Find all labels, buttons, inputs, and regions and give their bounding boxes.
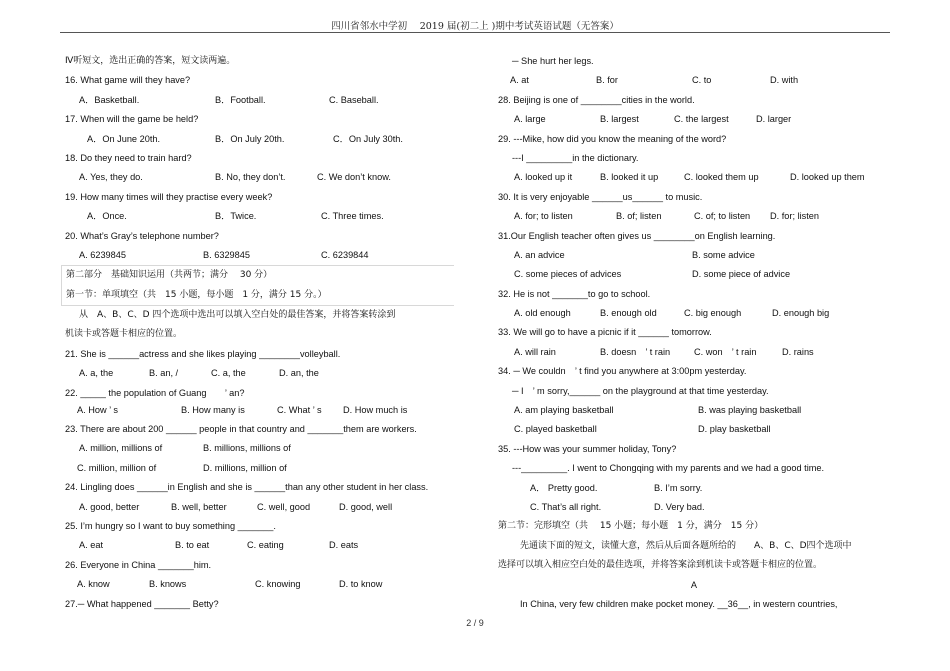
options-34-row2 [498,420,890,439]
options-16 [65,91,460,110]
section1-title: 第一节：单项填空（共 15 小题，每小题 1 分，满分 15 分。） [66,289,327,300]
option-b: B. to eat [175,540,210,551]
option-b: B. of; listen [616,211,662,222]
section1-instruction-1: 从 A、B、C、D 四个选项中选出可以填入空白处的最佳答案，并将答案转涂到 [79,310,396,321]
option-a: A. million, millions of [79,443,163,454]
options-27 [498,71,890,90]
option-b: B. No, they don’t. [215,172,286,183]
left-column [65,52,460,614]
option-c: C. 6239844 [321,249,369,260]
options-26 [65,575,460,594]
question-27: 27.─ What happened _______ Betty? [65,598,219,609]
option-a: A. for; to listen [514,211,573,222]
option-d: D. good, well [339,501,393,512]
option-a: A．Basketball. [79,94,140,105]
part2-title: 第二部分 基础知识运用（共两节；满分 30 分） [66,270,273,281]
question-35: 35. ---How was your summer holiday, Tony? [498,443,677,454]
question-35-sub: ---_________. I went to Chongqing with my parents and we had a good time. [512,463,825,474]
page-number: 2 / 9 [466,618,484,628]
page-header: 四川省邻水中学初 2019 届(初二上 )期中考试英语试题（无答案） [331,21,619,32]
part2-box [61,265,454,306]
option-a: A．Once. [87,211,127,222]
option-d: D. How much is [343,404,408,415]
options-24 [65,498,460,517]
option-a: A. at [510,75,529,86]
option-b: B. millions, millions of [203,443,291,454]
option-d: D. enough big [772,308,830,319]
option-a: A. looked up it [514,172,573,183]
option-a: A． Pretty good. [530,482,598,493]
option-a: A. old enough [514,308,571,319]
option-a: A. will rain [514,346,556,357]
section1-instruction-2: 机读卡或答题卡相应的位置。 [65,329,183,340]
option-c: C. We don’t know. [317,172,391,183]
options-34-row1 [498,401,890,420]
options-22 [65,401,460,420]
question-26: 26. Everyone in China _______him. [65,559,212,570]
question-20: 20. What’s Gray’s telephone number? [65,230,219,241]
option-d: D. some piece of advice [692,269,791,280]
option-a: A. know [77,579,110,590]
option-c: C. million, million of [77,462,157,473]
right-column [498,52,890,614]
option-b: B. for [596,75,618,86]
option-d: D. for; listen [770,211,820,222]
passage-label: A [690,579,698,590]
question-17: 17. When will the game be held? [65,114,199,125]
option-c: C. knowing [255,579,301,590]
options-30 [498,207,890,226]
option-d: D. to know [339,579,383,590]
section2-title: 第二节：完形填空（共 15 小题；每小题 1 分，满分 15 分） [498,521,764,532]
question-30: 30. It is very enjoyable ______us______ to music. [498,191,703,202]
header-divider [60,32,890,33]
option-c: C. the largest [674,114,729,125]
options-23-row1 [65,439,460,458]
question-25: 25. I’m hungry so I want to buy something _______. [65,520,276,531]
listening-intro: Ⅳ听短文，选出正确的答案，短文读两遍。 [65,56,236,66]
option-d: D. play basketball [698,424,771,435]
options-19 [65,207,460,226]
option-c: C. some pieces of advices [514,269,622,280]
question-23: 23. There are about 200 ______ people in that country and _______them are workers. [65,424,417,435]
option-c: C. played basketball [514,424,597,435]
option-a: A. good, better [79,501,140,512]
question-19: 19. How many times will they practise every week? [65,191,273,202]
option-b: B. some advice [692,249,755,260]
question-29-sub: ---I _________in the dictionary. [512,152,639,163]
option-a: A. large [514,114,546,125]
question-24: 24. Lingling does ______in English and she is ______than any other student in her class. [65,482,429,493]
option-b: B. 6329845 [203,249,251,260]
option-c: C. looked them up [684,172,759,183]
option-c: C. What ’ s [277,404,322,415]
option-d: D. with [770,75,799,86]
option-a: A. a, the [79,368,114,379]
question-33: 33. We will go to have a picnic if it ______ tomorrow. [498,327,712,338]
option-b: B. looked it up [600,172,659,183]
option-a: A. am playing basketball [514,405,614,416]
option-a: A. How ’ s [77,404,119,415]
option-c: C. to [692,75,712,86]
option-c: C. of; to listen [694,211,751,222]
option-c: C. a, the [211,368,246,379]
question-34-sub: ─ I ’ m sorry,______ on the playground at that time yesterday. [512,385,769,396]
option-d: D. larger [756,114,792,125]
option-c: C. well, good [257,501,311,512]
option-d: D. an, the [279,368,319,379]
option-d: D. millions, million of [203,462,287,473]
option-c: C. big enough [684,308,742,319]
option-b: B．Twice. [215,211,257,222]
question-28: 28. Beijing is one of ________cities in the world. [498,94,695,105]
options-25 [65,536,460,555]
section2-instruction-1: 先通读下面的短文，读懂大意，然后从后面各题所给的 A、B、C、D四个选项中 [520,540,852,551]
options-31-row1 [498,246,890,265]
option-c: C．On July 30th. [333,133,403,144]
option-a: A. Yes, they do. [79,172,143,183]
option-a: A. an advice [514,249,565,260]
option-d: D. looked up them [790,172,865,183]
section2-instruction-2: 选择可以填入相应空白处的最佳选项，并将答案涂到机读卡或答题卡相应的位置。 [498,560,823,571]
options-28 [498,110,890,129]
question-16: 16. What game will they have? [65,75,191,86]
option-a: A. eat [79,540,104,551]
option-b: B. largest [600,114,639,125]
option-b: B. doesn ’ t rain [600,346,671,357]
question-21: 21. She is ______actress and she likes playing ________volleyball. [65,348,341,359]
option-c: C. eating [247,540,284,551]
option-b: B. How many is [181,404,245,415]
options-21 [65,364,460,383]
passage-first-line: In China, very few children make pocket money. __36__, in western countries, [520,598,838,609]
question-27-reply: ─ She hurt her legs. [512,56,594,66]
question-29: 29. ---Mike, how did you know the meaning of the word? [498,133,727,144]
option-c: C. Three times. [321,211,384,222]
question-32: 32. He is not _______to go to school. [498,288,651,299]
option-b: B. an, / [149,368,179,379]
option-c: C. Baseball. [329,94,379,105]
question-31: 31.Our English teacher often gives us ________on English learning. [498,230,776,241]
options-23-row2 [65,459,460,478]
option-b: B. enough old [600,308,657,319]
options-35-row1 [498,479,890,498]
options-33 [498,343,890,362]
options-32 [498,304,890,323]
options-35-row2 [498,498,890,517]
options-31-row2 [498,265,890,284]
option-b: B. well, better [171,501,227,512]
question-22: 22. _____ the population of Guang ’ an? [65,387,245,398]
options-29 [498,168,890,187]
option-b: B．Football. [215,94,266,105]
options-17 [65,130,460,149]
options-18 [65,168,460,187]
option-c: C. That’s all right. [530,501,602,512]
option-d: D. rains [782,346,814,357]
question-34: 34. ─ We couldn ’ t find you anywhere at 3:00pm yesterday. [498,366,747,377]
option-b: B. I’m sorry. [654,482,703,493]
option-a: A．On June 20th. [87,133,161,144]
option-b: B．On July 20th. [215,133,285,144]
option-b: B. knows [149,579,187,590]
option-a: A. 6239845 [79,249,127,260]
options-20 [65,246,460,265]
option-c: C. won ’ t rain [694,346,757,357]
option-d: D. Very bad. [654,501,705,512]
option-d: D. eats [329,540,359,551]
question-18: 18. Do they need to train hard? [65,152,192,163]
option-b: B. was playing basketball [698,405,802,416]
